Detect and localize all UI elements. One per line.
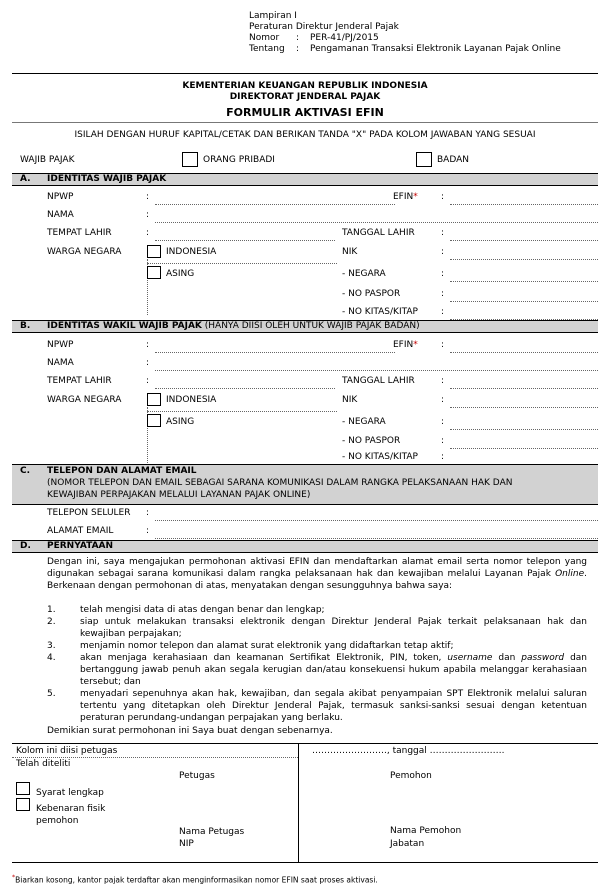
petugas-label: Petugas bbox=[179, 771, 215, 781]
section-c-title: TELEPON DAN ALAMAT EMAIL bbox=[47, 466, 197, 476]
nip-label: NIP bbox=[179, 839, 194, 849]
top-rule bbox=[12, 73, 598, 74]
statement-item-5: menyadari sepenuhnya akan hak, kewajiban, dan segala akibat penyampaian SPT Elektronik melalui saluran tertentu yang ditetapkan oleh Direktur Jenderal Pajak, termasuk sanksi-sanksi sesuai dengan ketentuan peraturan perundang-undangan perpajakan yang berlaku. bbox=[80, 689, 587, 723]
b-nama-label: NAMA bbox=[47, 358, 74, 368]
b-nama-colon: : bbox=[146, 358, 150, 368]
a-no-paspor-field[interactable] bbox=[450, 301, 598, 302]
statement-item-4-part1: akan menjaga kerahasiaan dan keamanan Sertifikat Elektronik, PIN, token, bbox=[80, 653, 442, 663]
a-negara-label: - NEGARA bbox=[342, 269, 386, 279]
badan-label: BADAN bbox=[437, 155, 469, 165]
email-colon: : bbox=[146, 526, 150, 536]
b-no-kitas-colon: : bbox=[441, 452, 445, 462]
b-efin-label bbox=[393, 340, 418, 351]
statement-item-5-number: 5. bbox=[47, 689, 56, 699]
section-d-title: PERNYATAAN bbox=[47, 541, 114, 551]
orang-pribadi-label: ORANG PRIBADI bbox=[203, 155, 275, 165]
b-tanggal-lahir-colon: : bbox=[441, 376, 445, 386]
tentang-value: Pengamanan Transaksi Elektronik Layanan Pajak Online bbox=[310, 44, 561, 54]
section-a-letter: A. bbox=[20, 174, 31, 184]
section-b-letter: B. bbox=[20, 321, 31, 331]
b-tanggal-lahir-field[interactable] bbox=[450, 388, 598, 389]
nomor-label: Nomor bbox=[249, 33, 280, 43]
footnote-text: Biarkan kosong, kantor pajak terdaftar akan menginformasikan nomor EFIN saat proses aktivasi. bbox=[15, 875, 378, 885]
statement-item-4-part2: dan bertanggung jawab penuh akan segala kerugian dan/atau konsekuensi hukum apabila melanggar kerahasiaan tersebut; dan bbox=[80, 653, 587, 687]
b-no-paspor-field[interactable] bbox=[450, 448, 598, 449]
a-nik-label: NIK bbox=[342, 247, 358, 257]
badan-checkbox[interactable] bbox=[416, 152, 432, 167]
kebenaran-pemohon-label: pemohon bbox=[36, 816, 79, 826]
a-efin-text: EFIN bbox=[393, 192, 414, 202]
b-negara-field[interactable] bbox=[450, 429, 598, 430]
syarat-lengkap-label: Syarat lengkap bbox=[36, 788, 104, 798]
b-negara-colon: : bbox=[441, 417, 445, 427]
footnote bbox=[12, 872, 378, 886]
section-b-subtitle: (HANYA DIISI OLEH UNTUK WAJIB PAJAK BADAN) bbox=[204, 321, 420, 331]
nomor-value: PER-41/PJ/2015 bbox=[310, 33, 379, 43]
b-npwp-label: NPWP bbox=[47, 340, 74, 350]
b-nik-label: NIK bbox=[342, 395, 358, 405]
b-indonesia-rule bbox=[147, 411, 337, 412]
instruction-text: ISILAH DENGAN HURUF KAPITAL/CETAK DAN BERIKAN TANDA "X" PADA KOLOM JAWABAN YANG SESUAI bbox=[74, 130, 536, 140]
statement-item-4-password: password bbox=[521, 653, 565, 663]
statement-item-3-number: 3. bbox=[47, 641, 56, 651]
place-date-line[interactable]: ……………………., tanggal ……………………. bbox=[312, 746, 505, 756]
b-nik-colon: : bbox=[441, 395, 445, 405]
telah-diteliti-label: Telah diteliti bbox=[16, 759, 71, 769]
statement-intro-online: Online bbox=[555, 568, 585, 579]
a-indonesia-checkbox[interactable] bbox=[147, 245, 161, 258]
a-asing-checkbox[interactable] bbox=[147, 266, 161, 279]
b-tanggal-lahir-label: TANGGAL LAHIR bbox=[342, 376, 415, 386]
a-npwp-label: NPWP bbox=[47, 192, 74, 202]
a-nama-field[interactable] bbox=[155, 222, 598, 223]
tentang-label: Tentang bbox=[249, 44, 285, 54]
telepon-label: TELEPON SELULER bbox=[47, 508, 131, 518]
a-efin-field[interactable] bbox=[450, 204, 598, 205]
a-no-paspor-colon: : bbox=[441, 289, 445, 299]
a-nama-colon: : bbox=[146, 210, 150, 220]
regulation-line: Peraturan Direktur Jenderal Pajak bbox=[249, 22, 399, 32]
ministry-heading: KEMENTERIAN KEUANGAN REPUBLIK INDONESIA bbox=[182, 81, 428, 91]
statement-intro-part1: Dengan ini, saya mengajukan permohonan aktivasi EFIN dan mendaftarkan alamat email serta nomor telepon yang digunakan sebagai sarana komunikasi dalam rangka pelaksanaan hak dan kewajiban melalui Layanan Pajak bbox=[47, 557, 587, 579]
statement-closing: Demikian surat permohonan ini Saya buat dengan sebenarnya. bbox=[47, 726, 333, 736]
nama-petugas-label: Nama Petugas bbox=[179, 827, 245, 837]
statement-item-4-number: 4. bbox=[47, 653, 56, 663]
a-nik-colon: : bbox=[441, 247, 445, 257]
tentang-separator: : bbox=[296, 44, 300, 54]
a-indonesia-label: INDONESIA bbox=[166, 247, 217, 257]
a-warga-negara-label: WARGA NEGARA bbox=[47, 247, 122, 257]
a-efin-colon: : bbox=[441, 192, 445, 202]
a-npwp-colon: : bbox=[146, 192, 150, 202]
a-tanggal-lahir-colon: : bbox=[441, 228, 445, 238]
b-tempat-lahir-label: TEMPAT LAHIR bbox=[47, 376, 112, 386]
footer-bottom-rule bbox=[12, 862, 598, 863]
b-asing-label: ASING bbox=[166, 417, 195, 427]
a-nama-label: NAMA bbox=[47, 210, 74, 220]
b-npwp-colon: : bbox=[146, 340, 150, 350]
pemohon-label: Pemohon bbox=[390, 771, 432, 781]
jabatan-label: Jabatan bbox=[390, 839, 425, 849]
a-tempat-lahir-field[interactable] bbox=[155, 240, 335, 241]
a-efin-label bbox=[393, 192, 418, 203]
b-indonesia-label: INDONESIA bbox=[166, 395, 217, 405]
b-nama-field[interactable] bbox=[155, 370, 598, 371]
b-efin-asterisk: * bbox=[413, 340, 418, 350]
statement-item-1: telah mengisi data di atas dengan benar dan lengkap; bbox=[80, 605, 325, 615]
nama-pemohon-label: Nama Pemohon bbox=[390, 826, 462, 836]
statement-item-4-username: username bbox=[447, 653, 493, 663]
statement-intro bbox=[47, 557, 587, 592]
a-nik-field[interactable] bbox=[450, 259, 598, 260]
telepon-colon: : bbox=[146, 508, 150, 518]
wajib-pajak-label: WAJIB PAJAK bbox=[20, 155, 75, 165]
b-tempat-lahir-field[interactable] bbox=[155, 388, 335, 389]
email-field[interactable] bbox=[155, 538, 598, 539]
nomor-separator: : bbox=[296, 33, 300, 43]
syarat-lengkap-checkbox[interactable] bbox=[16, 782, 30, 795]
kebenaran-fisik-checkbox[interactable] bbox=[16, 798, 30, 811]
a-tanggal-lahir-field[interactable] bbox=[450, 240, 598, 241]
b-asing-checkbox[interactable] bbox=[147, 414, 161, 427]
a-negara-field[interactable] bbox=[450, 281, 598, 282]
b-npwp-field[interactable] bbox=[155, 352, 395, 353]
b-efin-colon: : bbox=[441, 340, 445, 350]
statement-item-3: menjamin nomor telepon dan alamat surat elektronik yang didaftarkan tetap aktif; bbox=[80, 641, 454, 651]
a-npwp-field[interactable] bbox=[155, 204, 395, 205]
section-c-note-line2: KEWAJIBAN PERPAJAKAN MELALUI LAYANAN PAJAK ONLINE) bbox=[47, 490, 311, 500]
statement-item-2: siap untuk melakukan transaksi elektronik dengan Direktur Jenderal Pajak terkait pelaksanaan hak dan kewajiban perpajakan; bbox=[80, 617, 587, 639]
b-indonesia-checkbox[interactable] bbox=[147, 393, 161, 406]
b-efin-text: EFIN bbox=[393, 340, 414, 350]
statement-item-4 bbox=[80, 653, 587, 688]
b-no-kitas-label: - NO KITAS/KITAP bbox=[342, 452, 418, 462]
footer-divider bbox=[298, 743, 299, 862]
a-no-kitas-label: - NO KITAS/KITAP bbox=[342, 307, 418, 317]
a-indonesia-rule bbox=[147, 263, 337, 264]
form-title: FORMULIR AKTIVASI EFIN bbox=[226, 106, 384, 119]
statement-item-2-number: 2. bbox=[47, 617, 56, 627]
kolom-petugas-label: Kolom ini diisi petugas bbox=[16, 746, 118, 756]
section-c-note-line1: (NOMOR TELEPON DAN EMAIL SEBAGAI SARANA KOMUNIKASI DALAM RANGKA PELAKSANAAN HAK DAN bbox=[47, 478, 513, 488]
kebenaran-fisik-label: Kebenaran fisik bbox=[36, 804, 106, 814]
statement-item-1-number: 1. bbox=[47, 605, 56, 615]
a-tanggal-lahir-label: TANGGAL LAHIR bbox=[342, 228, 415, 238]
b-efin-field[interactable] bbox=[450, 352, 598, 353]
directorate-heading: DIREKTORAT JENDERAL PAJAK bbox=[229, 92, 381, 102]
b-no-paspor-colon: : bbox=[441, 436, 445, 446]
b-negara-label: - NEGARA bbox=[342, 417, 386, 427]
title-rule bbox=[12, 122, 598, 123]
b-nik-field[interactable] bbox=[450, 407, 598, 408]
lampiran-line: Lampiran I bbox=[249, 11, 297, 21]
a-tempat-lahir-colon: : bbox=[146, 228, 150, 238]
section-d-letter: D. bbox=[20, 541, 31, 551]
email-label: ALAMAT EMAIL bbox=[47, 526, 114, 536]
a-negara-colon: : bbox=[441, 269, 445, 279]
statement-intro-part2: . Berkenaan dengan permohonan di atas, menyatakan dengan sesungguhnya bahwa saya: bbox=[47, 568, 587, 591]
section-b-title-line bbox=[47, 321, 420, 332]
b-no-paspor-label: - NO PASPOR bbox=[342, 436, 401, 446]
section-b-title: IDENTITAS WAKIL WAJIB PAJAK bbox=[47, 321, 202, 331]
b-warga-negara-label: WARGA NEGARA bbox=[47, 395, 122, 405]
b-tempat-lahir-colon: : bbox=[146, 376, 150, 386]
footer-top-rule bbox=[12, 743, 598, 744]
statement-item-4-dan: dan bbox=[498, 653, 516, 663]
kolom-rule bbox=[12, 757, 298, 758]
section-c-letter: C. bbox=[20, 466, 31, 476]
footnote-asterisk: * bbox=[12, 874, 16, 881]
a-efin-asterisk: * bbox=[413, 192, 418, 202]
a-tempat-lahir-label: TEMPAT LAHIR bbox=[47, 228, 112, 238]
a-no-paspor-label: - NO PASPOR bbox=[342, 289, 401, 299]
a-asing-label: ASING bbox=[166, 269, 195, 279]
telepon-field[interactable] bbox=[155, 520, 598, 521]
orang-pribadi-checkbox[interactable] bbox=[182, 152, 198, 167]
section-a-title: IDENTITAS WAJIB PAJAK bbox=[47, 174, 167, 184]
a-no-kitas-colon: : bbox=[441, 307, 445, 317]
